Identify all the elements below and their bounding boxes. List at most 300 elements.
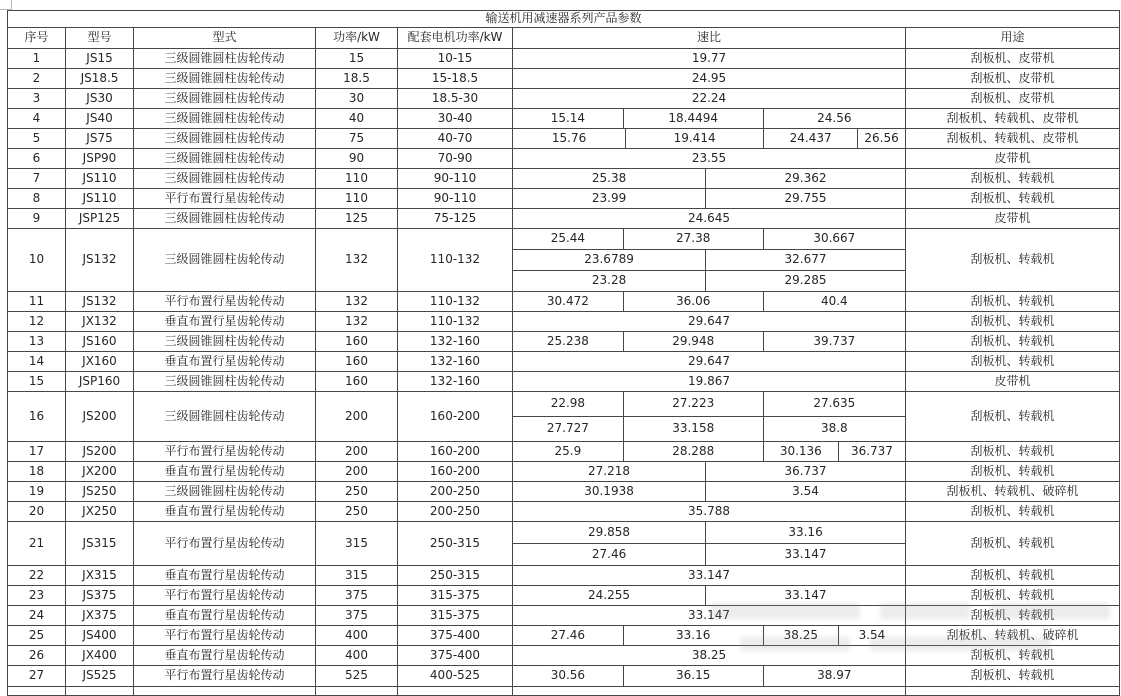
cell-motor: 110-132 <box>398 229 513 292</box>
ratio-subrow <box>513 352 905 371</box>
cell-motor: 375-400 <box>398 646 513 666</box>
cell-power: 132 <box>316 229 398 292</box>
cell-ratio <box>513 332 906 352</box>
cutoff-cell <box>316 687 398 696</box>
column-header-model: 型号 <box>66 28 134 49</box>
ratio-value: 33.147 <box>688 567 730 582</box>
cell-no: 4 <box>8 109 66 129</box>
table-row <box>8 312 1120 332</box>
cell-power: 110 <box>316 169 398 189</box>
cell-power: 160 <box>316 332 398 352</box>
cell-motor: 160-200 <box>398 462 513 482</box>
ratio-value: 25.38 <box>591 170 627 185</box>
ratio-value: 3.54 <box>838 626 905 645</box>
cell-ratio <box>513 169 906 189</box>
cell-no: 7 <box>8 169 66 189</box>
cell-power: 132 <box>316 292 398 312</box>
ratio-subrow <box>513 543 905 565</box>
ratio-value: 25.44 <box>550 231 586 246</box>
ratio-value: 36.737 <box>838 442 905 461</box>
ratio-value: 27.46 <box>591 546 627 561</box>
ratio-value: 33.147 <box>705 544 905 565</box>
cell-model: JX400 <box>66 646 134 666</box>
table-row <box>8 292 1120 312</box>
cell-no: 11 <box>8 292 66 312</box>
ratio-subrow <box>513 189 905 208</box>
cell-usage: 刮板机、转载机 <box>906 312 1120 332</box>
ratio-value: 30.136 <box>763 442 838 461</box>
ratio-value: 36.06 <box>623 292 763 311</box>
cell-no: 8 <box>8 189 66 209</box>
cell-ratio <box>513 566 906 586</box>
cell-power: 375 <box>316 606 398 626</box>
cell-type: 三级圆锥圆柱齿轮传动 <box>134 49 316 69</box>
ratio-subrow <box>513 666 905 686</box>
ratio-subrow <box>513 626 905 645</box>
ratio-value: 29.362 <box>705 169 905 188</box>
ratio-value: 38.25 <box>691 647 727 662</box>
cell-ratio <box>513 482 906 502</box>
cell-model: JS375 <box>66 586 134 606</box>
cell-ratio <box>513 522 906 566</box>
cell-ratio <box>513 392 906 442</box>
ratio-value: 15.76 <box>551 130 587 145</box>
ratio-value: 24.645 <box>688 210 730 225</box>
cell-type: 平行布置行星齿轮传动 <box>134 626 316 646</box>
cell-model: JS132 <box>66 292 134 312</box>
cell-motor: 90-110 <box>398 169 513 189</box>
cell-ratio <box>513 209 906 229</box>
cell-usage: 刮板机、皮带机 <box>906 69 1120 89</box>
cell-usage: 刮板机、转载机、破碎机 <box>906 482 1120 502</box>
cell-power: 160 <box>316 352 398 372</box>
cell-type: 三级圆锥圆柱齿轮传动 <box>134 372 316 392</box>
cell-type: 三级圆锥圆柱齿轮传动 <box>134 149 316 169</box>
ratio-value: 24.437 <box>763 129 857 148</box>
column-header-no: 序号 <box>8 28 66 49</box>
ratio-subrow <box>513 522 905 543</box>
cell-ratio <box>513 646 906 666</box>
table-row <box>8 189 1120 209</box>
ratio-value: 29.948 <box>623 332 763 351</box>
cell-model: JS110 <box>66 189 134 209</box>
cell-ratio <box>513 666 906 687</box>
cell-type: 平行布置行星齿轮传动 <box>134 189 316 209</box>
ratio-value: 27.46 <box>550 627 586 642</box>
cell-power: 400 <box>316 626 398 646</box>
cell-no: 12 <box>8 312 66 332</box>
cell-ratio <box>513 292 906 312</box>
cell-ratio <box>513 89 906 109</box>
cell-model: JX200 <box>66 462 134 482</box>
ratio-value: 3.54 <box>705 482 905 501</box>
cell-power: 30 <box>316 89 398 109</box>
cell-model: JS200 <box>66 392 134 442</box>
cell-motor: 15-18.5 <box>398 69 513 89</box>
cell-motor: 10-15 <box>398 49 513 69</box>
ratio-value: 36.737 <box>705 462 905 481</box>
ratio-value: 39.737 <box>763 332 905 351</box>
ratio-value: 24.95 <box>691 70 727 85</box>
cell-model: JS160 <box>66 332 134 352</box>
cell-type: 三级圆锥圆柱齿轮传动 <box>134 69 316 89</box>
cutoff-cell <box>513 687 906 696</box>
cell-ratio <box>513 442 906 462</box>
column-header-power: 功率/kW <box>316 28 398 49</box>
ratio-value: 33.158 <box>623 417 763 441</box>
cell-model: JSP90 <box>66 149 134 169</box>
table-header-row <box>8 28 1120 49</box>
ratio-value: 23.99 <box>591 190 627 205</box>
cell-ratio <box>513 352 906 372</box>
cell-motor: 250-315 <box>398 566 513 586</box>
cell-no: 5 <box>8 129 66 149</box>
cell-motor: 110-132 <box>398 312 513 332</box>
cell-type: 垂直布置行星齿轮传动 <box>134 352 316 372</box>
cell-power: 375 <box>316 586 398 606</box>
ratio-subrow <box>513 229 905 249</box>
cell-model: JS30 <box>66 89 134 109</box>
cutoff-cell <box>398 687 513 696</box>
cell-motor: 160-200 <box>398 392 513 442</box>
cell-ratio <box>513 149 906 169</box>
ratio-value: 29.285 <box>705 271 905 291</box>
ratio-subrow <box>513 149 905 168</box>
ratio-value: 30.667 <box>763 229 905 249</box>
ratio-value: 25.9 <box>554 443 582 458</box>
table-row <box>8 586 1120 606</box>
ratio-value: 27.218 <box>588 463 631 478</box>
table-row <box>8 392 1120 442</box>
cell-no: 15 <box>8 372 66 392</box>
cell-no: 19 <box>8 482 66 502</box>
cell-type: 垂直布置行星齿轮传动 <box>134 462 316 482</box>
ratio-value: 40.4 <box>763 292 905 311</box>
cell-power: 125 <box>316 209 398 229</box>
cell-ratio <box>513 189 906 209</box>
ratio-subrow <box>513 89 905 108</box>
cutoff-cell <box>66 687 134 696</box>
cell-model: JX160 <box>66 352 134 372</box>
cell-motor: 132-160 <box>398 332 513 352</box>
cell-motor: 160-200 <box>398 442 513 462</box>
cell-motor: 18.5-30 <box>398 89 513 109</box>
cell-ratio <box>513 69 906 89</box>
cell-motor: 90-110 <box>398 189 513 209</box>
cell-model: JS18.5 <box>66 69 134 89</box>
cell-no: 1 <box>8 49 66 69</box>
ratio-subrow <box>513 502 905 521</box>
cell-usage: 刮板机、皮带机 <box>906 89 1120 109</box>
table-row <box>8 646 1120 666</box>
cutoff-row-stub <box>8 687 1120 696</box>
cell-usage: 刮板机、转载机、破碎机 <box>906 626 1120 646</box>
cell-type: 三级圆锥圆柱齿轮传动 <box>134 89 316 109</box>
cell-type: 三级圆锥圆柱齿轮传动 <box>134 229 316 292</box>
cell-usage: 刮板机、转载机 <box>906 189 1120 209</box>
ratio-value: 25.238 <box>546 333 589 348</box>
cell-power: 525 <box>316 666 398 687</box>
cell-power: 160 <box>316 372 398 392</box>
ratio-value: 23.6789 <box>584 252 634 267</box>
ratio-value: 18.4494 <box>623 109 763 128</box>
cell-type: 三级圆锥圆柱齿轮传动 <box>134 129 316 149</box>
ratio-subrow <box>513 249 905 270</box>
ratio-value: 19.77 <box>691 50 727 65</box>
cell-no: 18 <box>8 462 66 482</box>
ratio-subrow <box>513 129 905 148</box>
ratio-value: 27.38 <box>623 229 763 249</box>
ratio-value: 38.8 <box>763 417 905 441</box>
cell-usage: 刮板机、转载机 <box>906 462 1120 482</box>
cell-ratio <box>513 626 906 646</box>
table-row <box>8 129 1120 149</box>
table-row <box>8 372 1120 392</box>
ratio-subrow <box>513 392 905 416</box>
ratio-subrow <box>513 69 905 88</box>
ratio-subrow <box>513 566 905 585</box>
table-row <box>8 149 1120 169</box>
cell-type: 三级圆锥圆柱齿轮传动 <box>134 392 316 442</box>
cell-usage: 刮板机、转载机 <box>906 666 1120 687</box>
cell-type: 平行布置行星齿轮传动 <box>134 292 316 312</box>
ratio-subrow <box>513 646 905 665</box>
cell-ratio <box>513 502 906 522</box>
cell-no: 21 <box>8 522 66 566</box>
cell-usage: 刮板机、转载机 <box>906 502 1120 522</box>
cell-no: 2 <box>8 69 66 89</box>
cell-motor: 315-375 <box>398 606 513 626</box>
cell-power: 250 <box>316 502 398 522</box>
cell-type: 平行布置行星齿轮传动 <box>134 666 316 687</box>
ratio-value: 29.647 <box>688 353 730 368</box>
cell-model: JSP160 <box>66 372 134 392</box>
cell-model: JSP125 <box>66 209 134 229</box>
cell-type: 平行布置行星齿轮传动 <box>134 522 316 566</box>
cell-type: 三级圆锥圆柱齿轮传动 <box>134 109 316 129</box>
ratio-value: 33.16 <box>623 626 763 645</box>
ratio-subrow <box>513 442 905 461</box>
cell-power: 90 <box>316 149 398 169</box>
cell-model: JX375 <box>66 606 134 626</box>
table-row <box>8 522 1120 566</box>
ratio-value: 24.255 <box>588 587 631 602</box>
cell-usage: 刮板机、转载机 <box>906 522 1120 566</box>
column-header-motor: 配套电机功率/kW <box>398 28 513 49</box>
cell-no: 3 <box>8 89 66 109</box>
ratio-value: 38.97 <box>763 666 905 686</box>
ratio-value: 19.867 <box>688 373 730 388</box>
cell-usage: 刮板机、转载机 <box>906 566 1120 586</box>
ratio-value: 22.24 <box>691 90 727 105</box>
ratio-value: 27.223 <box>623 392 763 416</box>
cell-type: 垂直布置行星齿轮传动 <box>134 502 316 522</box>
cutoff-cell <box>8 687 66 696</box>
table-row <box>8 566 1120 586</box>
table-row <box>8 49 1120 69</box>
cell-no: 13 <box>8 332 66 352</box>
table-row <box>8 462 1120 482</box>
cell-model: JS200 <box>66 442 134 462</box>
table-row <box>8 626 1120 646</box>
cell-power: 315 <box>316 522 398 566</box>
cell-usage: 刮板机、转载机 <box>906 442 1120 462</box>
ratio-subrow <box>513 169 905 188</box>
cell-power: 200 <box>316 462 398 482</box>
ratio-subrow <box>513 606 905 625</box>
cell-type: 三级圆锥圆柱齿轮传动 <box>134 332 316 352</box>
cell-usage: 刮板机、转载机 <box>906 352 1120 372</box>
cell-ratio <box>513 372 906 392</box>
cell-no: 20 <box>8 502 66 522</box>
ratio-value: 33.147 <box>688 607 730 622</box>
cell-power: 315 <box>316 566 398 586</box>
cell-usage: 皮带机 <box>906 209 1120 229</box>
cell-no: 17 <box>8 442 66 462</box>
cell-usage: 刮板机、转载机 <box>906 332 1120 352</box>
ratio-subrow <box>513 312 905 331</box>
ratio-value: 26.56 <box>857 129 905 148</box>
cell-ratio <box>513 586 906 606</box>
cell-no: 16 <box>8 392 66 442</box>
ratio-value: 29.858 <box>588 524 631 539</box>
cell-usage: 刮板机、转载机 <box>906 586 1120 606</box>
ratio-subrow <box>513 482 905 501</box>
cell-model: JS15 <box>66 49 134 69</box>
cell-ratio <box>513 49 906 69</box>
column-header-usage: 用途 <box>906 28 1120 49</box>
cell-model: JS132 <box>66 229 134 292</box>
cell-no: 24 <box>8 606 66 626</box>
cell-model: JS525 <box>66 666 134 687</box>
cell-type: 平行布置行星齿轮传动 <box>134 586 316 606</box>
cell-power: 400 <box>316 646 398 666</box>
cell-no: 6 <box>8 149 66 169</box>
spreadsheet-corner-artifact <box>0 0 12 10</box>
ratio-value: 27.727 <box>546 421 589 436</box>
cell-type: 垂直布置行星齿轮传动 <box>134 566 316 586</box>
reducer-parameter-table <box>7 10 1120 696</box>
ratio-value: 24.56 <box>763 109 905 128</box>
cell-usage: 刮板机、转载机、皮带机 <box>906 129 1120 149</box>
cell-ratio <box>513 312 906 332</box>
cell-type: 垂直布置行星齿轮传动 <box>134 646 316 666</box>
cell-model: JS75 <box>66 129 134 149</box>
ratio-subrow <box>513 109 905 128</box>
cell-no: 27 <box>8 666 66 687</box>
ratio-subrow <box>513 332 905 351</box>
cell-model: JS400 <box>66 626 134 646</box>
cell-ratio <box>513 229 906 292</box>
cell-usage: 刮板机、转载机 <box>906 606 1120 626</box>
table-row <box>8 442 1120 462</box>
cell-model: JX250 <box>66 502 134 522</box>
ratio-subrow <box>513 209 905 228</box>
cell-type: 三级圆锥圆柱齿轮传动 <box>134 169 316 189</box>
cell-usage: 刮板机、转载机 <box>906 646 1120 666</box>
cell-motor: 200-250 <box>398 482 513 502</box>
table-title-row <box>8 11 1120 28</box>
table-row <box>8 89 1120 109</box>
cell-usage: 皮带机 <box>906 372 1120 392</box>
cell-usage: 刮板机、转载机 <box>906 392 1120 442</box>
ratio-value: 30.472 <box>546 293 589 308</box>
cell-power: 200 <box>316 392 398 442</box>
cell-ratio <box>513 462 906 482</box>
ratio-value: 30.56 <box>550 668 586 683</box>
ratio-value: 30.1938 <box>584 483 634 498</box>
cell-usage: 刮板机、转载机 <box>906 229 1120 292</box>
cell-power: 132 <box>316 312 398 332</box>
cell-usage: 刮板机、转载机 <box>906 292 1120 312</box>
column-header-ratio: 速比 <box>513 28 906 49</box>
cell-motor: 30-40 <box>398 109 513 129</box>
ratio-value: 32.677 <box>705 250 905 270</box>
table-row <box>8 229 1120 292</box>
cell-motor: 75-125 <box>398 209 513 229</box>
cell-type: 平行布置行星齿轮传动 <box>134 442 316 462</box>
table-title: 输送机用减速器系列产品参数 <box>8 11 1120 28</box>
cell-usage: 皮带机 <box>906 149 1120 169</box>
cell-type: 垂直布置行星齿轮传动 <box>134 312 316 332</box>
table-row <box>8 109 1120 129</box>
ratio-subrow <box>513 292 905 311</box>
table-row <box>8 606 1120 626</box>
ratio-value: 33.147 <box>705 586 905 605</box>
cell-power: 200 <box>316 442 398 462</box>
ratio-value: 23.28 <box>591 273 627 288</box>
cell-ratio <box>513 109 906 129</box>
cell-power: 75 <box>316 129 398 149</box>
ratio-subrow <box>513 372 905 391</box>
ratio-value: 15.14 <box>550 110 586 125</box>
cell-no: 26 <box>8 646 66 666</box>
ratio-value: 36.15 <box>623 666 763 686</box>
cell-motor: 250-315 <box>398 522 513 566</box>
cell-power: 110 <box>316 189 398 209</box>
table-row <box>8 169 1120 189</box>
ratio-value: 19.414 <box>625 129 763 148</box>
cell-type: 三级圆锥圆柱齿轮传动 <box>134 482 316 502</box>
cell-no: 22 <box>8 566 66 586</box>
cell-motor: 200-250 <box>398 502 513 522</box>
cell-motor: 132-160 <box>398 352 513 372</box>
ratio-subrow <box>513 49 905 68</box>
table-row <box>8 69 1120 89</box>
cell-usage: 刮板机、皮带机 <box>906 49 1120 69</box>
ratio-value: 23.55 <box>691 150 727 165</box>
cell-motor: 375-400 <box>398 626 513 646</box>
cell-power: 15 <box>316 49 398 69</box>
cell-model: JX132 <box>66 312 134 332</box>
cell-type: 垂直布置行星齿轮传动 <box>134 606 316 626</box>
cell-model: JS110 <box>66 169 134 189</box>
ratio-subrow <box>513 586 905 605</box>
cell-no: 9 <box>8 209 66 229</box>
ratio-value: 35.788 <box>688 503 730 518</box>
cell-no: 10 <box>8 229 66 292</box>
ratio-value: 28.288 <box>623 442 763 461</box>
cutoff-cell <box>134 687 316 696</box>
ratio-value: 29.755 <box>705 189 905 208</box>
table-row <box>8 666 1120 687</box>
ratio-subrow <box>513 416 905 441</box>
cell-model: JS250 <box>66 482 134 502</box>
cell-usage: 刮板机、转载机 <box>906 169 1120 189</box>
cell-power: 250 <box>316 482 398 502</box>
cell-motor: 70-90 <box>398 149 513 169</box>
cell-power: 18.5 <box>316 69 398 89</box>
